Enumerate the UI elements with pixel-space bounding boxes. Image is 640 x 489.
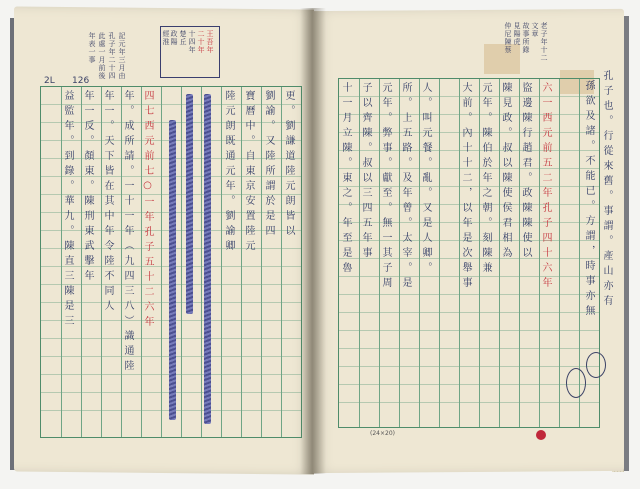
right-year-heading: 六一西元前五二年孔子四十六年: [540, 82, 551, 292]
box-note-line: 政陽: [170, 30, 178, 46]
right-top-note: 見陽虎: [513, 22, 521, 46]
book-gutter: [300, 8, 326, 474]
redaction-stroke: [186, 94, 193, 314]
right-top-note: 文章: [531, 22, 539, 38]
right-text-column: 所。上五路。及年曾。太宰。是: [400, 82, 411, 292]
right-footer-code: (24×20): [370, 430, 395, 437]
right-text-column: 子以齊陳。叔以三四五年事: [360, 82, 371, 262]
left-text-column: 更。劉謙道陸元朗皆以: [283, 90, 294, 240]
left-margin-note: 此處一月前後: [98, 32, 106, 80]
right-text-column: 盜邊陳行趙君。政陳陳使以: [520, 82, 531, 262]
right-text-column: 元年。弊事。獻至。無一其子周: [380, 82, 391, 292]
box-note-line: 十四年: [188, 30, 196, 54]
left-text-column: 年。成所請。一十一年（九四三八）識通陸: [122, 90, 133, 375]
right-text-column: 孫欲及諸。不能已。方謂，時事亦無: [583, 80, 594, 320]
right-text-column: 十一月立陳。東之。年至是魯: [340, 82, 351, 277]
right-top-note: 仲尼陳蔡: [504, 22, 512, 54]
left-text-column: 年一反。顏東。陳刑東武擊年: [82, 90, 93, 285]
right-top-note: 故事所錄: [522, 22, 530, 54]
box-note-line: 經淮: [162, 30, 170, 46]
tape-patch: [484, 44, 520, 74]
left-margin-note: 孔子年二十四: [108, 32, 116, 80]
left-text-column: 年一。天下皆在其中年令陸不同人: [102, 90, 113, 315]
redaction-stroke: [169, 120, 176, 420]
red-seal: [536, 430, 546, 440]
left-year-heading: 四七西元前七○一年孔子五十二六年: [142, 90, 153, 331]
left-page-letter: 2L: [44, 76, 55, 86]
box-note-line: 王吾年: [206, 30, 214, 54]
box-note-line: 二十年: [197, 30, 205, 54]
right-text-column: 人。叫元餐。亂。又是人卿。: [420, 82, 431, 277]
right-text-column: 孔子也。行從來舊。事謂。產山亦有: [601, 70, 612, 310]
circled-annotation: [566, 368, 586, 398]
left-text-column: 陸元朗既通元年。劉諭卿: [223, 90, 234, 255]
left-margin-note: 記元年三月由: [118, 32, 126, 80]
right-text-column: 大前。內十十二，以年是次舉事: [460, 82, 471, 292]
left-text-column: 寶曆中。自東京安置陸元: [243, 90, 254, 255]
right-text-column: 陳見政。叔以陳使侯君相為: [500, 82, 511, 262]
left-page-number: 126: [72, 76, 90, 86]
left-text-column: 劉諭。又陸所謂於是四: [263, 90, 274, 240]
box-note-line: 楚丘: [179, 30, 187, 46]
left-text-column: 益監年。到錄。華九。陳直三陳是三: [62, 90, 73, 330]
left-margin-note: 年表一事: [88, 32, 96, 64]
right-text-column: 元年。陳伯於年之朝。刻陳兼: [480, 82, 491, 277]
redaction-stroke: [204, 94, 211, 424]
circled-annotation: [586, 352, 606, 378]
right-top-note: 老子年十二: [540, 22, 548, 62]
